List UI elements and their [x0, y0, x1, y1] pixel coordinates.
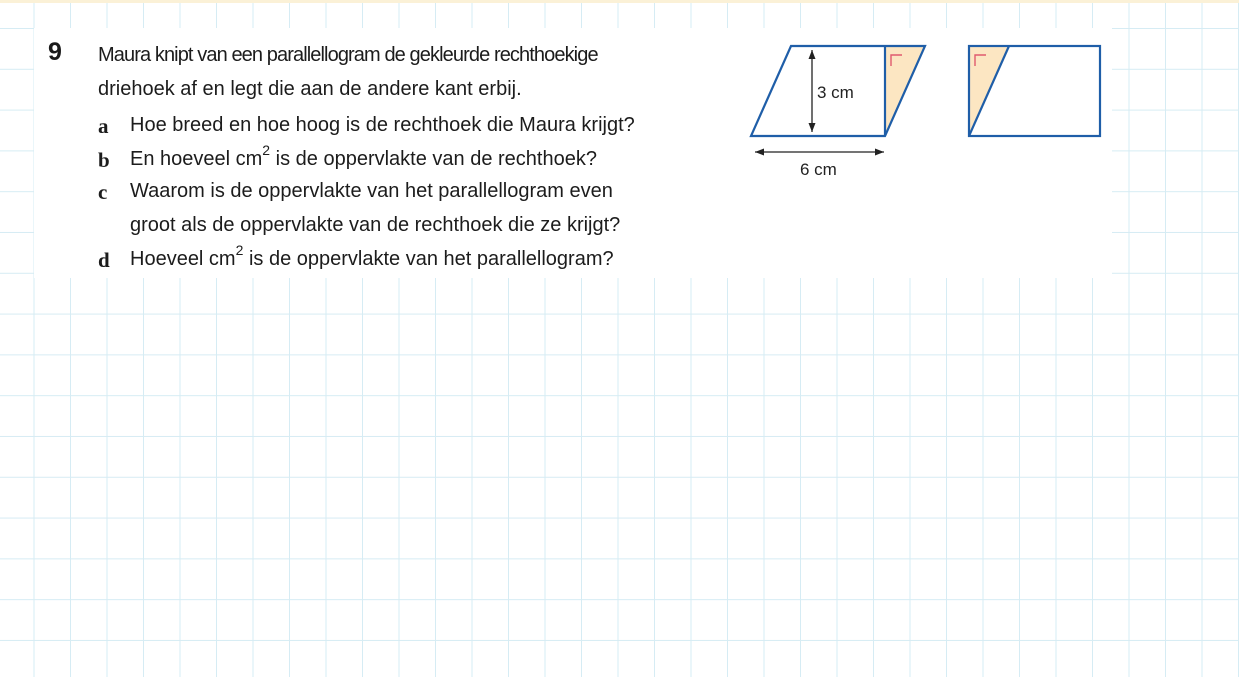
question-a-text: Hoe breed en hoe hoog is de rechthoek die Maura krijgt?	[130, 114, 635, 136]
question-c-line-2: groot als de oppervlakte van de rechthoek die ze krijgt?	[130, 214, 621, 236]
question-b-label: b	[98, 148, 110, 172]
intro-line-2: driehoek af en legt die aan de andere kant erbij.	[98, 78, 522, 100]
question-b-text-part2: is de oppervlakte van de rechthoek?	[270, 148, 597, 170]
height-label: 3 cm	[817, 83, 854, 102]
question-d-text-part2: is de oppervlakte van het parallellogram?	[243, 248, 614, 270]
question-d-label: d	[98, 248, 110, 272]
question-d-superscript: 2	[235, 242, 244, 259]
width-label: 6 cm	[800, 160, 837, 179]
question-c-label: c	[98, 180, 108, 204]
question-d-text-part1: Hoeveel cm	[130, 248, 236, 270]
exercise-number: 9	[48, 38, 62, 66]
question-c-line-1: Waarom is de oppervlakte van het parallellogram even	[130, 180, 613, 202]
question-a-label: a	[98, 114, 109, 138]
intro-line-1: Maura knipt van een parallellogram de gekleurde rechthoekige	[98, 44, 598, 66]
question-b-text-part1: En hoeveel cm	[130, 148, 263, 170]
question-b-superscript: 2	[262, 142, 271, 159]
